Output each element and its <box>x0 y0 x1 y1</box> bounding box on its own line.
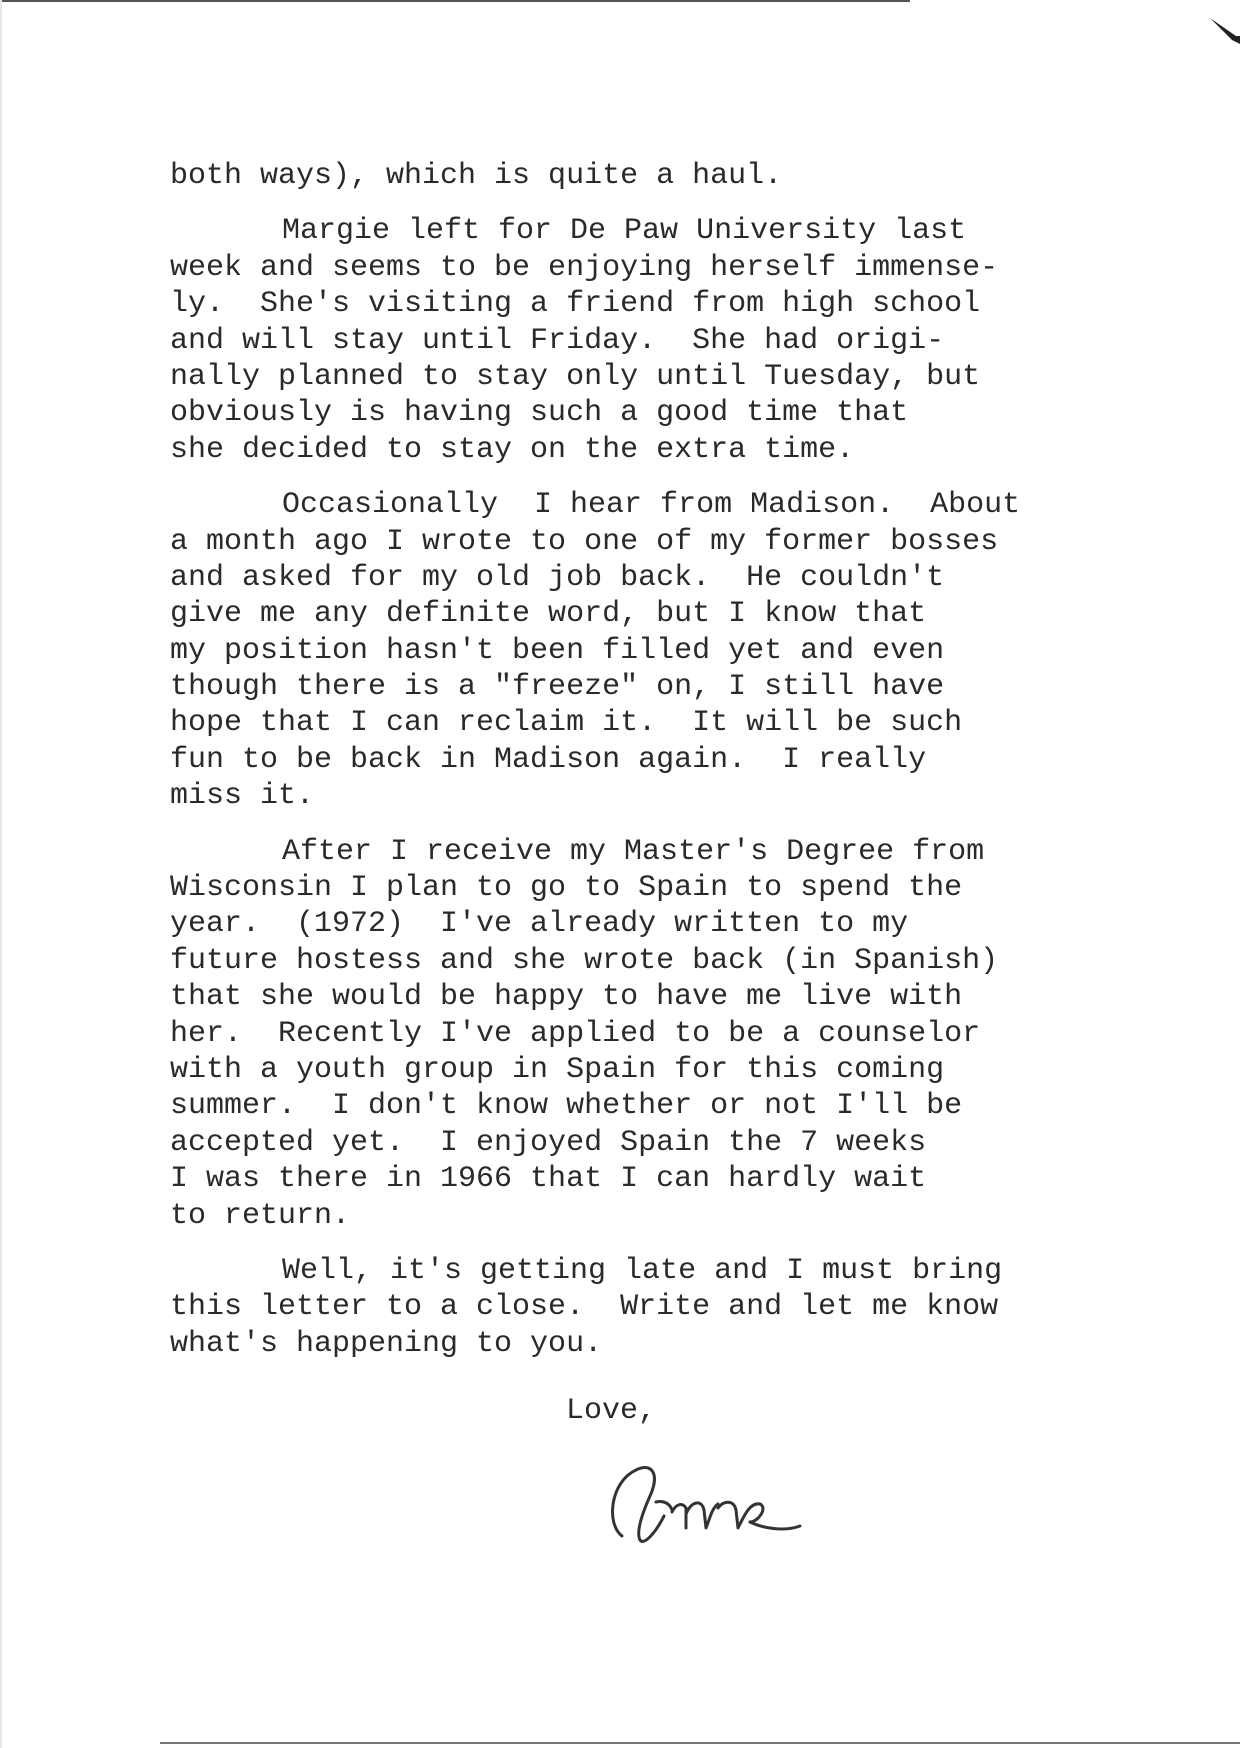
letter-line: Wisconsin I plan to go to Spain to spend the <box>170 871 963 906</box>
page-left-edge <box>0 0 2 1748</box>
letter-paragraph <box>170 158 1200 194</box>
letter-line: that she would be happy to have me live with <box>170 980 963 1015</box>
letter-line: nally planned to stay only until Tuesday, but <box>170 359 981 394</box>
letter-line: my position hasn't been filled yet and even <box>170 633 945 668</box>
letter-line: fun to be back in Madison again. I really <box>170 742 927 777</box>
signature-anne <box>600 1452 830 1552</box>
letter-line: I was there in 1966 that I can hardly wait <box>170 1162 927 1197</box>
letter-line: both ways), which is quite a haul. <box>170 159 783 193</box>
letter-line: obviously is having such a good time that <box>170 396 909 431</box>
letter-line: miss it. <box>170 779 315 814</box>
letter-line: future hostess and she wrote back (in Spanish) <box>170 943 999 978</box>
letter-paragraph <box>170 1253 1200 1362</box>
letter-line: summer. I don't know whether or not I'll be <box>170 1089 963 1124</box>
letter-line: give me any definite word, but I know that <box>170 597 927 632</box>
letter-line: this letter to a close. Write and let me know <box>170 1290 999 1325</box>
letter-line: with a youth group in Spain for this coming <box>170 1052 945 1087</box>
letter-line: and asked for my old job back. He couldn't <box>170 560 945 595</box>
letter-line: a month ago I wrote to one of my former bosses <box>170 524 999 559</box>
letter-line: her. Recently I've applied to be a counselor <box>170 1016 981 1051</box>
letter-closing: Love, <box>566 1394 657 1428</box>
letter-line: ly. She's visiting a friend from high school <box>170 287 981 322</box>
letter-line: year. (1972) I've already written to my <box>170 907 909 942</box>
letter-line: she decided to stay on the extra time. <box>170 432 855 467</box>
letter-body <box>170 158 1200 1381</box>
letter-line: Well, it's getting late and I must bring <box>282 1253 1003 1288</box>
page-corner-mark <box>1206 14 1240 44</box>
letter-line: what's happening to you. <box>170 1326 603 1361</box>
letter-line: though there is a "freeze" on, I still have <box>170 670 945 705</box>
letter-paragraph <box>170 487 1200 815</box>
letter-paragraph <box>170 834 1200 1234</box>
letter-line: hope that I can reclaim it. It will be such <box>170 706 963 741</box>
letter-line: to return. <box>170 1198 351 1233</box>
letter-paragraph <box>170 213 1200 468</box>
page-top-edge <box>0 0 910 2</box>
letter-line: week and seems to be enjoying herself immense- <box>170 250 999 285</box>
letter-line: After I receive my Master's Degree from <box>282 834 985 869</box>
page-bottom-edge <box>160 1742 1240 1744</box>
letter-line: and will stay until Friday. She had origi- <box>170 323 945 358</box>
letter-line: Margie left for De Paw University last <box>282 214 967 249</box>
letter-line: accepted yet. I enjoyed Spain the 7 weeks <box>170 1125 927 1160</box>
letter-line: Occasionally I hear from Madison. About <box>282 488 1021 523</box>
